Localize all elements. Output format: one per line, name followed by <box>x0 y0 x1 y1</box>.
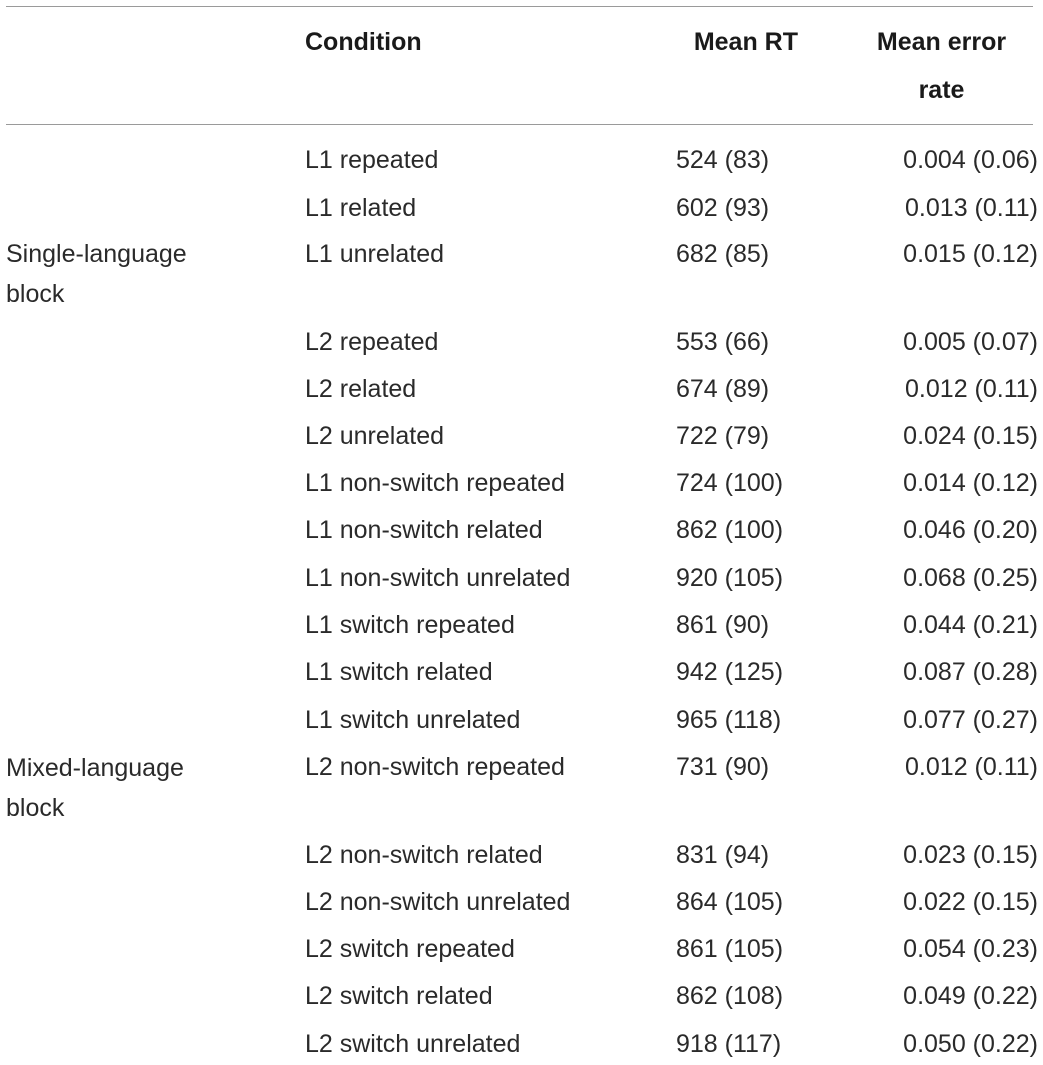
cell-mean-rt: 724 (100) <box>676 469 784 497</box>
cell-error-rate: 0.022 (0.15) <box>903 888 1038 916</box>
cell-error-rate: 0.004 (0.06) <box>903 146 1038 174</box>
cell-error-rate: 0.024 (0.15) <box>903 422 1038 450</box>
cell-mean-rt: 918 (117) <box>676 1030 782 1058</box>
header-mean-rt: Mean RT <box>693 28 798 56</box>
cell-mean-rt: 861 (90) <box>676 611 770 639</box>
cell-error-rate: 0.013 (0.11) <box>905 194 1038 222</box>
cell-condition: L1 unrelated <box>305 240 445 268</box>
cell-mean-rt: 862 (100) <box>676 516 784 544</box>
cell-mean-rt: 965 (118) <box>676 706 782 734</box>
cell-condition: L2 unrelated <box>305 422 445 450</box>
cell-condition: L2 switch unrelated <box>305 1030 521 1058</box>
header-mean-error-rate-line1: Mean error <box>876 28 1007 56</box>
cell-condition: L2 non-switch related <box>305 841 543 869</box>
header-mean-error-rate-line2: rate <box>918 76 965 104</box>
cell-condition: L1 non-switch repeated <box>305 469 565 497</box>
cell-condition: L1 non-switch unrelated <box>305 564 571 592</box>
cell-error-rate: 0.012 (0.11) <box>905 375 1038 403</box>
cell-error-rate: 0.023 (0.15) <box>903 841 1038 869</box>
cell-mean-rt: 553 (66) <box>676 328 770 356</box>
cell-mean-rt: 682 (85) <box>676 240 770 268</box>
cell-error-rate: 0.054 (0.23) <box>903 935 1038 963</box>
cell-error-rate: 0.015 (0.12) <box>903 240 1038 268</box>
cell-condition: L1 repeated <box>305 146 439 174</box>
cell-condition: L2 non-switch unrelated <box>305 888 571 916</box>
cell-error-rate: 0.046 (0.20) <box>903 516 1038 544</box>
cell-error-rate: 0.068 (0.25) <box>903 564 1038 592</box>
cell-error-rate: 0.012 (0.11) <box>905 753 1038 781</box>
cell-condition: L1 switch related <box>305 658 493 686</box>
cell-condition: L2 non-switch repeated <box>305 753 565 781</box>
cell-mean-rt: 731 (90) <box>676 753 770 781</box>
cell-condition: L2 related <box>305 375 417 403</box>
cell-mean-rt: 861 (105) <box>676 935 784 963</box>
cell-error-rate: 0.050 (0.22) <box>903 1030 1038 1058</box>
cell-error-rate: 0.044 (0.21) <box>903 611 1038 639</box>
group-label-line2: block <box>6 280 65 308</box>
cell-condition: L1 non-switch related <box>305 516 543 544</box>
cell-mean-rt: 864 (105) <box>676 888 784 916</box>
cell-mean-rt: 831 (94) <box>676 841 770 869</box>
cell-condition: L2 switch related <box>305 982 493 1010</box>
group-label-single-language <box>6 234 187 314</box>
cell-mean-rt: 862 (108) <box>676 982 784 1010</box>
group-label-line1: Single-language <box>6 240 187 268</box>
cell-condition: L2 repeated <box>305 328 439 356</box>
cell-error-rate: 0.049 (0.22) <box>903 982 1038 1010</box>
cell-mean-rt: 722 (79) <box>676 422 770 450</box>
group-label-line1: Mixed-language <box>6 754 184 782</box>
cell-mean-rt: 942 (125) <box>676 658 784 686</box>
table-top-rule <box>6 6 1033 7</box>
cell-condition: L1 related <box>305 194 417 222</box>
cell-condition: L2 switch repeated <box>305 935 515 963</box>
group-label-line2: block <box>6 794 65 822</box>
cell-error-rate: 0.077 (0.27) <box>903 706 1038 734</box>
cell-condition: L1 switch unrelated <box>305 706 521 734</box>
cell-mean-rt: 524 (83) <box>676 146 770 174</box>
cell-error-rate: 0.005 (0.07) <box>903 328 1038 356</box>
cell-mean-rt: 674 (89) <box>676 375 770 403</box>
cell-mean-rt: 920 (105) <box>676 564 784 592</box>
cell-mean-rt: 602 (93) <box>676 194 770 222</box>
cell-error-rate: 0.087 (0.28) <box>903 658 1038 686</box>
header-bottom-rule <box>6 124 1033 125</box>
group-label-mixed-language <box>6 748 184 828</box>
header-condition: Condition <box>305 28 422 56</box>
header-mean-error-rate <box>848 18 1035 114</box>
cell-error-rate: 0.014 (0.12) <box>903 469 1038 497</box>
cell-condition: L1 switch repeated <box>305 611 515 639</box>
